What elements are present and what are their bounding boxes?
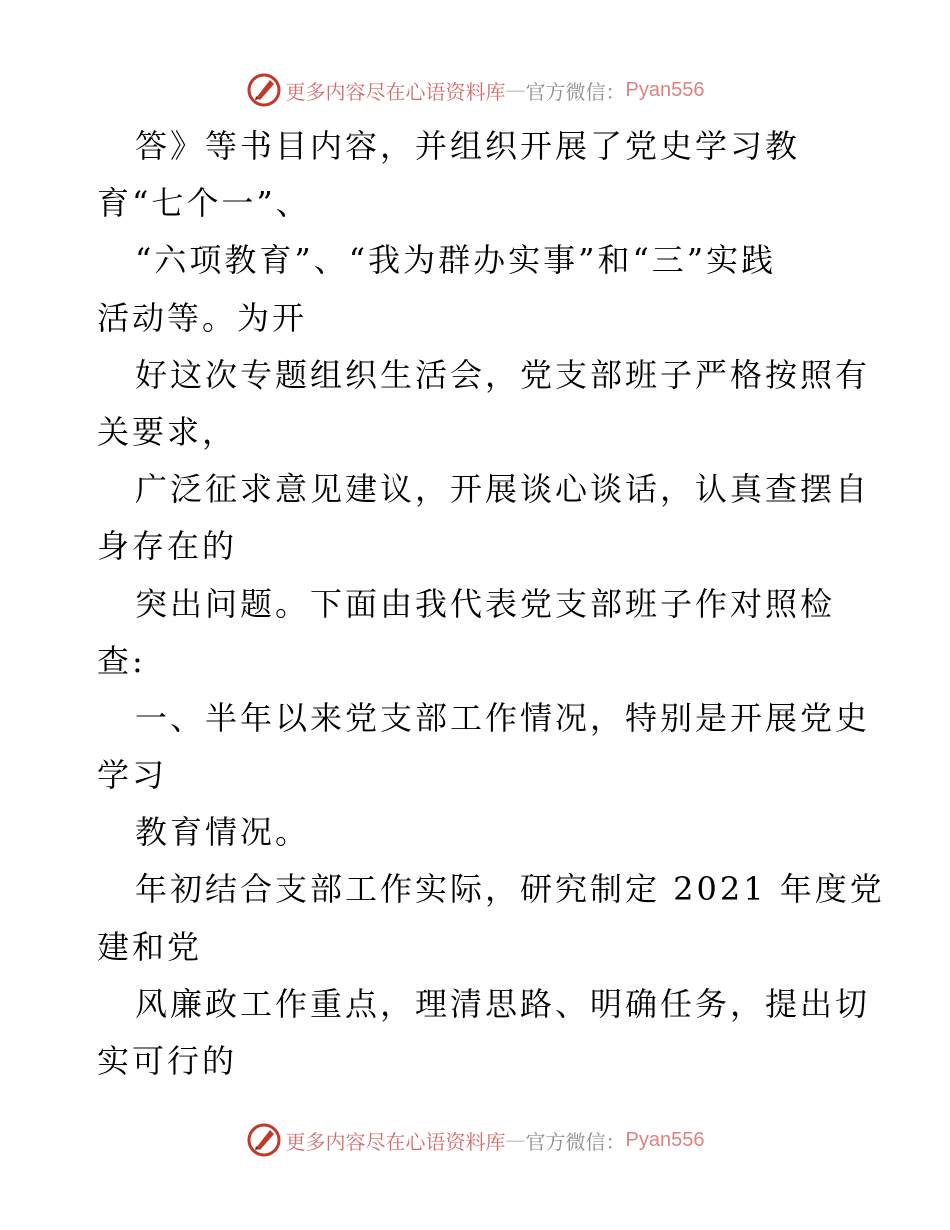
text-line: 风廉政工作重点，理清思路、明确任务，提出切 (135, 984, 871, 1023)
watermark-text: 更多内容尽在心语资料库 (285, 79, 506, 104)
watermark-dash: — (505, 1128, 526, 1152)
watermark-wechat-id: Pyan556 (625, 78, 705, 101)
text-line: 年初结合支部工作实际，研究制定 2021 年度党 (135, 870, 885, 909)
text-line: 答》等书目内容，并组织开展了党史学习教 (135, 127, 801, 165)
text-line: 实可行的 (97, 1042, 238, 1080)
text-line: 好这次专题组织生活会，党支部班子严格按照有 (135, 355, 871, 394)
text-line: 育“七个一”、 (97, 184, 311, 223)
text-line: 建和党 (97, 927, 203, 966)
watermark-dash: — (505, 78, 526, 102)
pen-logo-icon (246, 1122, 282, 1158)
text-line: 关要求， (97, 412, 238, 451)
watermark-wechat-label: 官方微信： (525, 79, 626, 104)
document-body (97, 118, 885, 1090)
text-line: 学习 (97, 756, 168, 795)
text-line: 活动等。为开 (97, 298, 308, 337)
text-line: “六项教育”、“我为群办实事”和“三”实践 (135, 241, 777, 280)
watermark-banner-bottom (0, 1120, 950, 1160)
watermark-wechat-id: Pyan556 (625, 1128, 705, 1151)
watermark-banner-top (0, 70, 950, 110)
text-line: 突出问题。下面由我代表党支部班子作对照检 (135, 584, 836, 623)
watermark-wechat-label: 官方微信： (525, 1129, 626, 1154)
pen-logo-icon (246, 72, 282, 108)
text-line: 一、半年以来党支部工作情况，特别是开展党史 (135, 698, 871, 737)
watermark-text: 更多内容尽在心语资料库 (285, 1129, 506, 1154)
text-line: 查: (97, 641, 146, 680)
text-line: 广泛征求意见建议，开展谈心谈话，认真查摆自 (135, 470, 871, 509)
text-line: 身存在的 (97, 527, 238, 566)
text-line: 教育情况。 (135, 813, 311, 852)
